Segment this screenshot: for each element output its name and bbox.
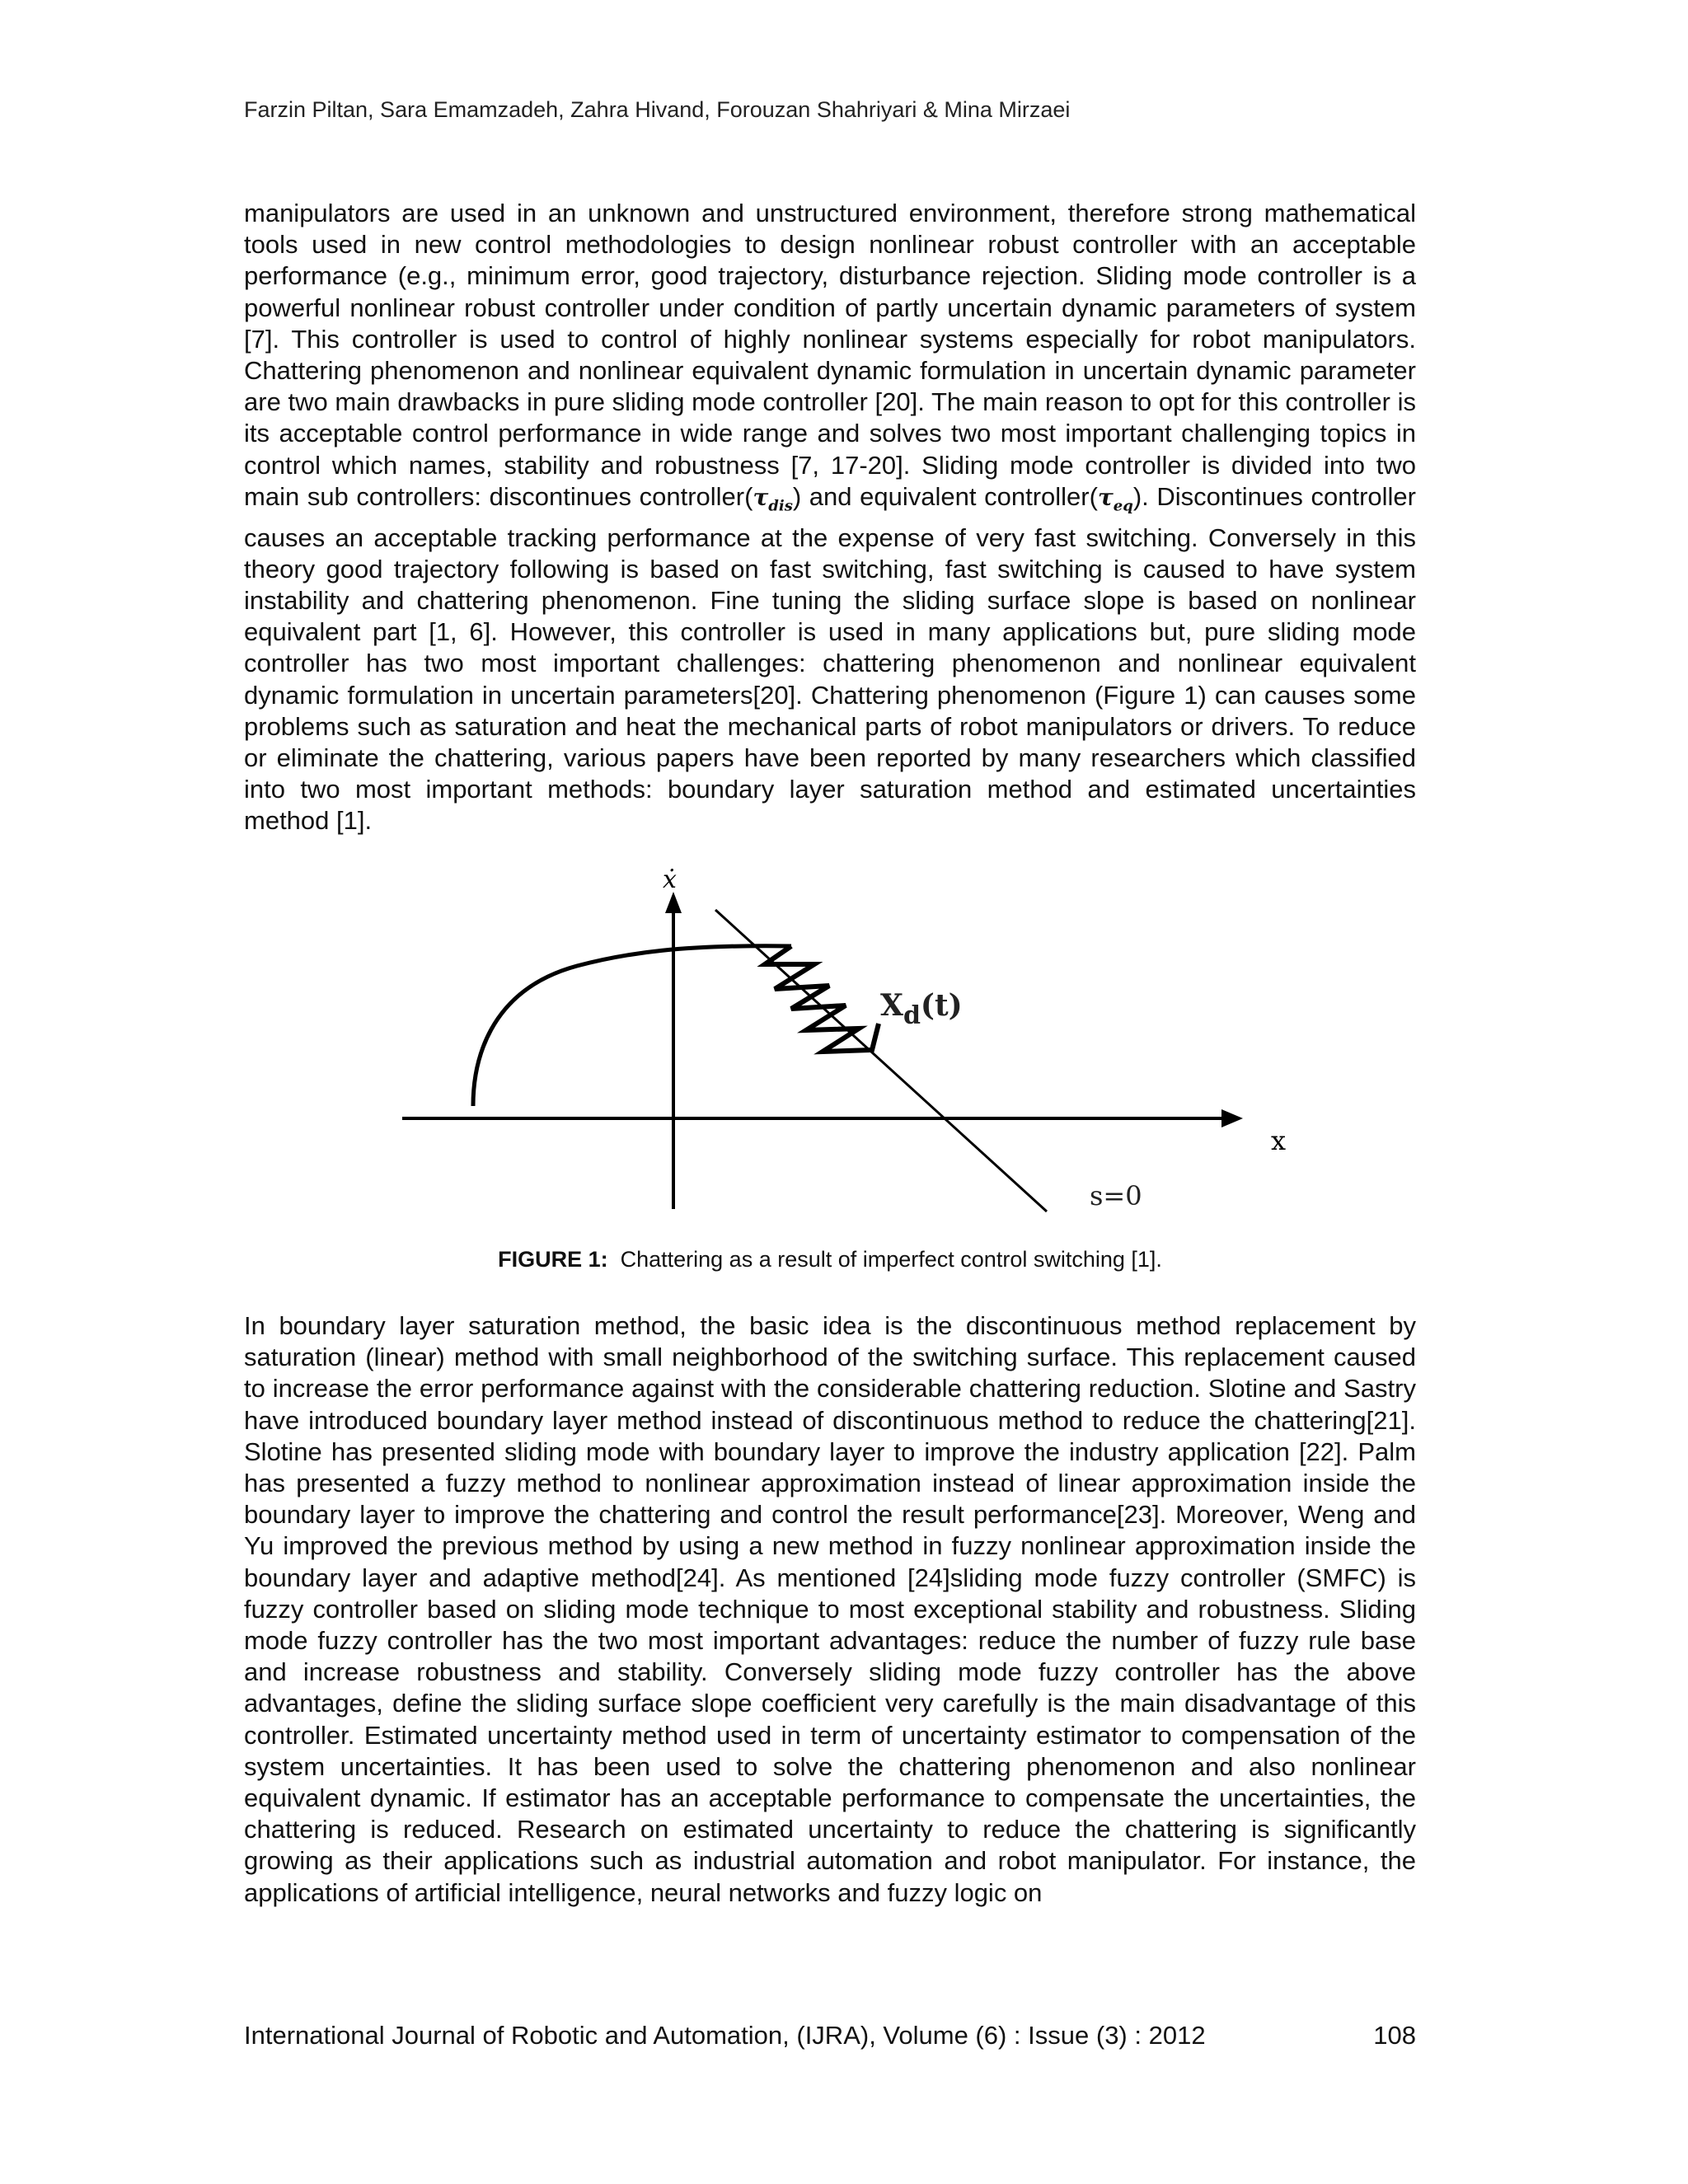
tau-dis-symbol: $\tau_{dis}$ — [753, 483, 793, 515]
figure-caption — [244, 1247, 1416, 1272]
para1-text-c: ). Discontinues controller causes an acceptable tracking performance at the expense of very fast switching. Conversely in this theory good trajectory following is based on fast switching, fast switching is caused to have system instability and chattering phenomenon. Fine tuning the sliding surface slope is based on nonlinear equivalent part [1, 6]. However, this controller is used in many applications but, pure sliding mode controller has two most important challenges: chattering phenomenon and nonlinear equivalent dynamic formulation in uncertain parameters[20]. Chattering phenomenon (Figure 1) can causes some problems such as saturation and heat the mechanical parts of robot manipulators or drivers. To reduce or eliminate the chattering, various papers have been reported by many researchers which classified into two most important methods: boundary layer saturation method and estimated uncertainties method [1]. — [244, 481, 1416, 836]
page-number: 108 — [1373, 2021, 1416, 2050]
chattering-figure — [387, 867, 1311, 1221]
body-paragraph-1 — [244, 198, 1416, 837]
footer-journal: International Journal of Robotic and Automation, (IJRA), Volume (6) : Issue (3) : 2012 — [244, 2021, 1206, 2050]
caption-text: Chattering as a result of imperfect control switching [1]. — [620, 1247, 1162, 1272]
chattering-zigzag — [765, 946, 879, 1052]
y-axis-label: ẋ — [663, 867, 677, 894]
sliding-surface-line — [715, 910, 1047, 1212]
tau-eq-symbol: $\tau_{eq}$ — [1097, 483, 1133, 515]
trajectory-label: $X_d(t)$ — [880, 988, 963, 1030]
running-header-authors: Farzin Piltan, Sara Emamzadeh, Zahra Hivand, Forouzan Shahriyari & Mina Mirzaei — [244, 97, 1071, 122]
x-axis-label: x — [1271, 1125, 1287, 1156]
x-axis-arrowhead — [1221, 1109, 1243, 1127]
para1-text-a: manipulators are used in an unknown and unstructured environment, therefore strong mathematical tools used in new control methodologies to design nonlinear robust controller with an acceptable performance (e.g., minimum error, good trajectory, disturbance rejection. Sliding mode controller is a powerful nonlinear robust controller under condition of partly uncertain dynamic parameters of system [7]. This controller is used to control of highly nonlinear systems especially for robot manipulators. Chattering phenomenon and nonlinear equivalent dynamic formulation in uncertain dynamic parameter are two main drawbacks in pure sliding mode controller [20]. The main reason to opt for this controller is its acceptable control performance in wide range and solves two most important challenging topics in control which names, stability and robustness [7, 17-20]. Sliding mode controller is divided into two main sub controllers: discontinues controller( — [244, 199, 1416, 511]
surface-label: s=0 — [1090, 1180, 1142, 1212]
para1-text-b: ) and equivalent controller( — [792, 481, 1098, 511]
body-paragraph-2: In boundary layer saturation method, the basic idea is the discontinuous method replacement by saturation (linear) method with small neighborhood of the switching surface. This replacement caused to increase the error performance against with the considerable chattering reduction. Slotine and Sastry have introduced boundary layer method instead of discontinuous method to reduce the chattering[21]. Slotine has presented sliding mode with boundary layer to improve the industry application [22]. Palm has presented a fuzzy method to nonlinear approximation instead of linear approximation inside the boundary layer to improve the chattering and control the result performance[23]. Moreover, Weng and Yu improved the previous method by using a new method in fuzzy nonlinear approximation inside the boundary layer and adaptive method[24]. As mentioned [24]sliding mode fuzzy controller (SMFC) is fuzzy controller based on sliding mode technique to most exceptional stability and robustness. Sliding mode fuzzy controller has the two most important advantages: reduce the number of fuzzy rule base and increase robustness and stability. Conversely sliding mode fuzzy controller has the above advantages, define the sliding surface slope coefficient very carefully is the main disadvantage of this controller. Estimated uncertainty method used in term of uncertainty estimator to compensation of the system uncertainties. It has been used to solve the chattering phenomenon and also nonlinear equivalent dynamic. If estimator has an acceptable performance to compensate the uncertainties, the chattering is reduced. Research on estimated uncertainty to reduce the chattering is significantly growing as their applications such as industrial automation and robot manipulator. For instance, the applications of artificial intelligence, neural networks and fuzzy logic on — [244, 1311, 1416, 1907]
caption-label: FIGURE 1: — [498, 1247, 608, 1272]
trajectory-curve — [473, 946, 791, 1106]
y-axis-arrowhead — [665, 892, 682, 913]
